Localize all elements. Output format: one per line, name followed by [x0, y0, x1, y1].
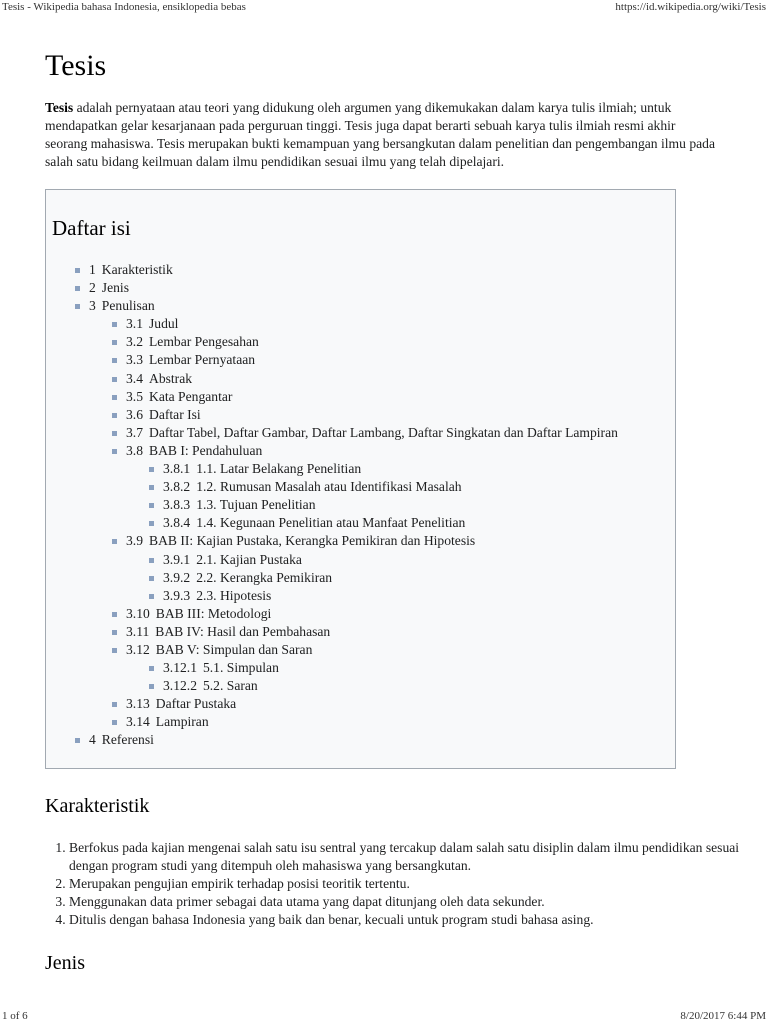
list-item: 4. Ditulis dengan bahasa Indonesia yang baik dan benar, kecuali untuk program studi bahasa asing.: [69, 911, 759, 929]
toc-item[interactable]: 3.14 Lampiran: [112, 713, 618, 731]
lead-text: adalah pernyataan atau teori yang didukung oleh argumen yang dikemukakan dalam karya tulis ilmiah; untuk mendapatkan gelar kesarjanaan pada perguruan tinggi. Tesis juga dapat berarti sebuah karya tulis ilmiah resmi akhir seorang mahasiswa. Tesis merupakan bukti kemampuan yang bersangkutan dalam penelitian dan pengembangan ilmu pada salah satu bidang keilmuan dalam ilmu pendidikan sesuai ilmu yang telah dipelajari.: [45, 100, 715, 169]
print-header-title: Tesis - Wikipedia bahasa Indonesia, ensiklopedia bebas: [2, 1, 246, 13]
print-footer: [2, 1009, 766, 1023]
toc-item[interactable]: 3.1 Judul: [112, 315, 618, 333]
toc-item[interactable]: 3.8.2 1.2. Rumusan Masalah atau Identifikasi Masalah: [149, 478, 618, 496]
toc-item[interactable]: 3.8.3 1.3. Tujuan Penelitian: [149, 496, 618, 514]
toc-item[interactable]: 4 Referensi: [75, 731, 618, 749]
list-item: 2. Merupakan pengujian empirik terhadap posisi teoritik tertentu.: [69, 875, 759, 893]
toc-item[interactable]: 3.11 BAB IV: Hasil dan Pembahasan: [112, 623, 618, 641]
toc-item[interactable]: 3.6 Daftar Isi: [112, 406, 618, 424]
toc-item[interactable]: 3.8.4 1.4. Kegunaan Penelitian atau Manfaat Penelitian: [149, 514, 618, 532]
print-datetime: 8/20/2017 6:44 PM: [680, 1010, 766, 1022]
page-title: Tesis: [45, 49, 107, 82]
toc-item[interactable]: 3.4 Abstrak: [112, 370, 618, 388]
toc-item[interactable]: 3.3 Lembar Pernyataan: [112, 351, 618, 369]
print-header-url: https://id.wikipedia.org/wiki/Tesis: [615, 1, 766, 13]
section-heading-jenis: Jenis: [45, 952, 85, 974]
toc-item[interactable]: 3.9 BAB II: Kajian Pustaka, Kerangka Pemikiran dan Hipotesis 3.9.1 2.1. Kajian Pustaka 3.9.2 2.2. Kerangka Pemikiran 3.9.3 2.3. Hipotesis: [112, 532, 618, 604]
toc-item[interactable]: 3.9.1 2.1. Kajian Pustaka: [149, 551, 618, 569]
toc-list: [75, 261, 618, 750]
section-heading-karakteristik: Karakteristik: [45, 795, 150, 817]
toc-item[interactable]: 3.10 BAB III: Metodologi: [112, 605, 618, 623]
karakteristik-list: [45, 839, 759, 929]
print-header: [2, 0, 766, 14]
toc-item[interactable]: 3.5 Kata Pengantar: [112, 388, 618, 406]
toc-item[interactable]: 3.7 Daftar Tabel, Daftar Gambar, Daftar Lambang, Daftar Singkatan dan Daftar Lampiran: [112, 424, 618, 442]
toc-item[interactable]: 3.12 BAB V: Simpulan dan Saran 3.12.1 5.1. Simpulan 3.12.2 5.2. Saran: [112, 641, 618, 695]
toc-item[interactable]: 3.2 Lembar Pengesahan: [112, 333, 618, 351]
toc-item[interactable]: 3.8.1 1.1. Latar Belakang Penelitian: [149, 460, 618, 478]
lead-paragraph: [45, 99, 715, 171]
toc-item[interactable]: 3 Penulisan 3.1 Judul 3.2 Lembar Pengesahan 3.3 Lembar Pernyataan 3.4 Abstrak 3.5 Kata Pengantar 3.6 Daftar Isi 3.7 Daftar Tabel, Daftar Gambar, Daftar Lambang, Daftar Singkatan dan Daftar Lampiran 3.8 BAB I: Pendahuluan 3.8.1 1.1. Latar Belakang Penelitian 3.8.2 1.2. Rumusan Masalah atau Identifikasi Masalah 3.8.3 1.3. Tujuan Penelitian 3.8.4 1.4. Kegunaan Penelitian atau Manfaat Penelitian 3.9 BAB II: Kajian Pustaka, Kerangka Pemikiran dan Hipotesis 3.9.1 2.1. Kajian Pustaka 3.9.2 2.2. Kerangka Pemikiran 3.9.3 2.3. Hipotesis 3.10 BAB III: Metodologi 3.11 BAB IV: Hasil dan Pembahasan 3.12 BAB V: Simpulan dan Saran 3.12.1 5.1. Simpulan 3.12.2 5.2. Saran 3.13 Daftar Pustaka 3.14 Lampiran: [75, 297, 618, 731]
toc-item[interactable]: 3.12.1 5.1. Simpulan: [149, 659, 618, 677]
page-number: 1 of 6: [2, 1010, 28, 1022]
list-item: 3. Menggunakan data primer sebagai data utama yang dapat ditunjang oleh data sekunder.: [69, 893, 759, 911]
toc-item[interactable]: 3.13 Daftar Pustaka: [112, 695, 618, 713]
toc-item[interactable]: 3.12.2 5.2. Saran: [149, 677, 618, 695]
toc-item[interactable]: 3.8 BAB I: Pendahuluan 3.8.1 1.1. Latar Belakang Penelitian 3.8.2 1.2. Rumusan Masalah atau Identifikasi Masalah 3.8.3 1.3. Tujuan Penelitian 3.8.4 1.4. Kegunaan Penelitian atau Manfaat Penelitian: [112, 442, 618, 532]
toc-title: Daftar isi: [52, 216, 131, 240]
list-item: 1. Berfokus pada kajian mengenai salah satu isu sentral yang tercakup dalam salah satu disiplin dalam ilmu pendidikan sesuai dengan program studi yang ditempuh oleh mahasiswa yang bersangkutan.: [69, 839, 759, 875]
toc-item[interactable]: 1 Karakteristik: [75, 261, 618, 279]
toc-item[interactable]: 2 Jenis: [75, 279, 618, 297]
toc-item[interactable]: 3.9.3 2.3. Hipotesis: [149, 587, 618, 605]
table-of-contents: [45, 189, 676, 769]
toc-item[interactable]: 3.9.2 2.2. Kerangka Pemikiran: [149, 569, 618, 587]
lead-bold-term: Tesis: [45, 100, 74, 115]
